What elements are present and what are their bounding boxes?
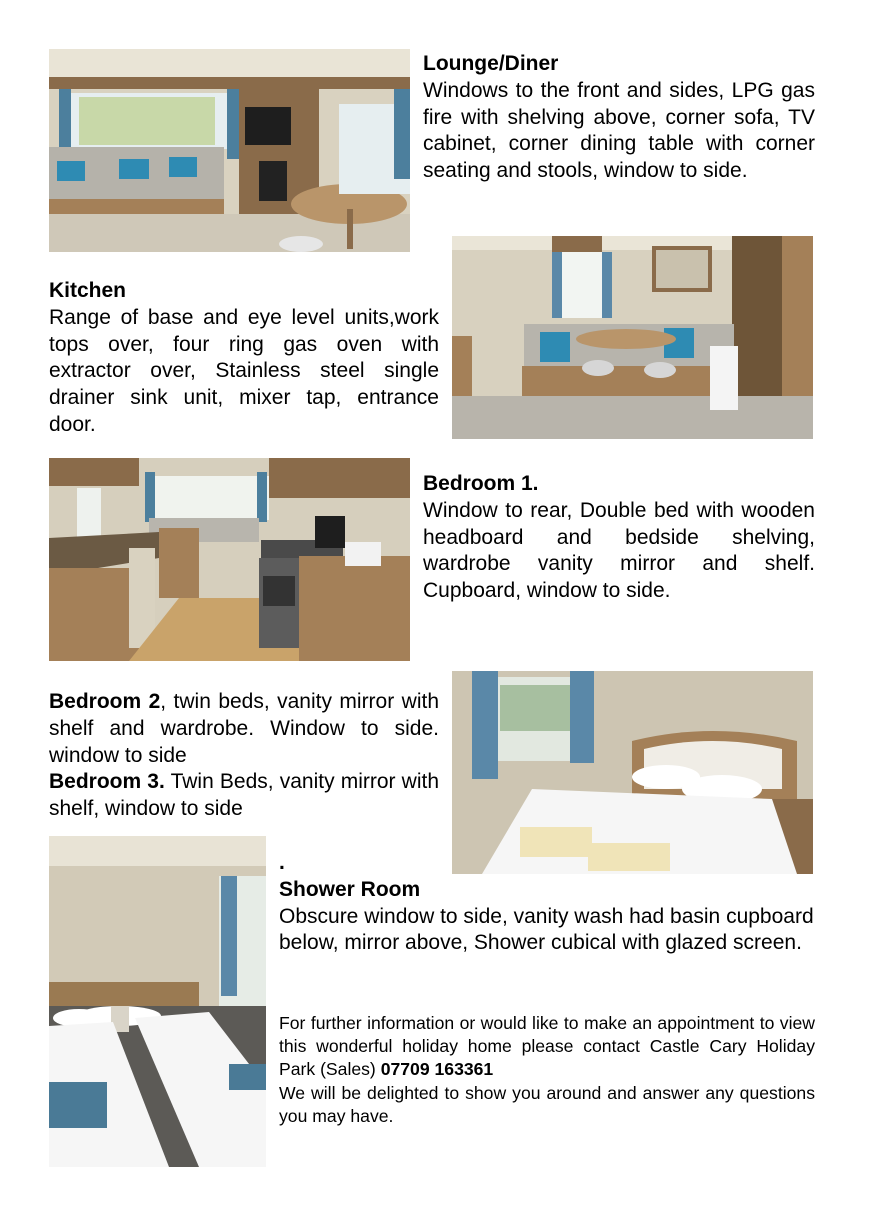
- shower-dot: .: [279, 851, 285, 874]
- lounge-heading: Lounge/Diner: [423, 52, 559, 75]
- kitchen-photo: [49, 458, 410, 661]
- kitchen-section: [49, 278, 439, 439]
- shower-section: [279, 850, 819, 957]
- bedroom3-description: Twin Beds, vanity mirror with shelf, window to side: [49, 770, 439, 821]
- kitchen-heading: Kitchen: [49, 279, 127, 302]
- dining-photo: [452, 236, 813, 439]
- bedroom2-heading: Bedroom 2: [49, 690, 161, 713]
- shower-heading: Shower Room: [279, 877, 421, 901]
- bedroom3-heading: Bedroom 3.: [49, 770, 165, 794]
- lounge-section: [423, 51, 815, 185]
- bedroom1-section: [423, 471, 815, 605]
- contact-phone: 07709 163361: [380, 1059, 494, 1080]
- lounge-description: Windows to the front and sides, LPG gas fire with shelving above, corner sofa, TV cabinet, corner dining table with corner seating and stools, window to side.: [423, 78, 815, 183]
- lounge-photo: [49, 49, 410, 252]
- bedroom1-description: Window to rear, Double bed with wooden headboard and bedside shelving, wardrobe vanity mirror and shelf. Cupboard, window to side.: [423, 498, 815, 603]
- contact-section: [279, 1012, 815, 1128]
- kitchen-description: Range of base and eye level units,work tops over, four ring gas oven with extractor over, Stainless steel single drainer sink unit, mixer tap, entrance door.: [49, 305, 439, 436]
- bedroom2-description: , twin beds, vanity mirror with shelf and wardrobe. Window to side. window to side: [49, 690, 439, 767]
- bedroom3-photo: [49, 836, 266, 1167]
- bedroom2-3-section: [49, 689, 439, 823]
- contact-text: For further information or would like to make an appointment to view this wonderful holiday home please contact Castle Cary Holiday Park (Sales): [279, 1013, 815, 1080]
- bedroom1-photo: [452, 671, 813, 874]
- contact-closing: We will be delighted to show you around and answer any questions you may have.: [279, 1082, 815, 1126]
- bedroom1-heading: Bedroom 1.: [423, 472, 539, 495]
- shower-description: Obscure window to side, vanity wash had basin cupboard below, mirror above, Shower cubical with glazed screen.: [279, 904, 814, 955]
